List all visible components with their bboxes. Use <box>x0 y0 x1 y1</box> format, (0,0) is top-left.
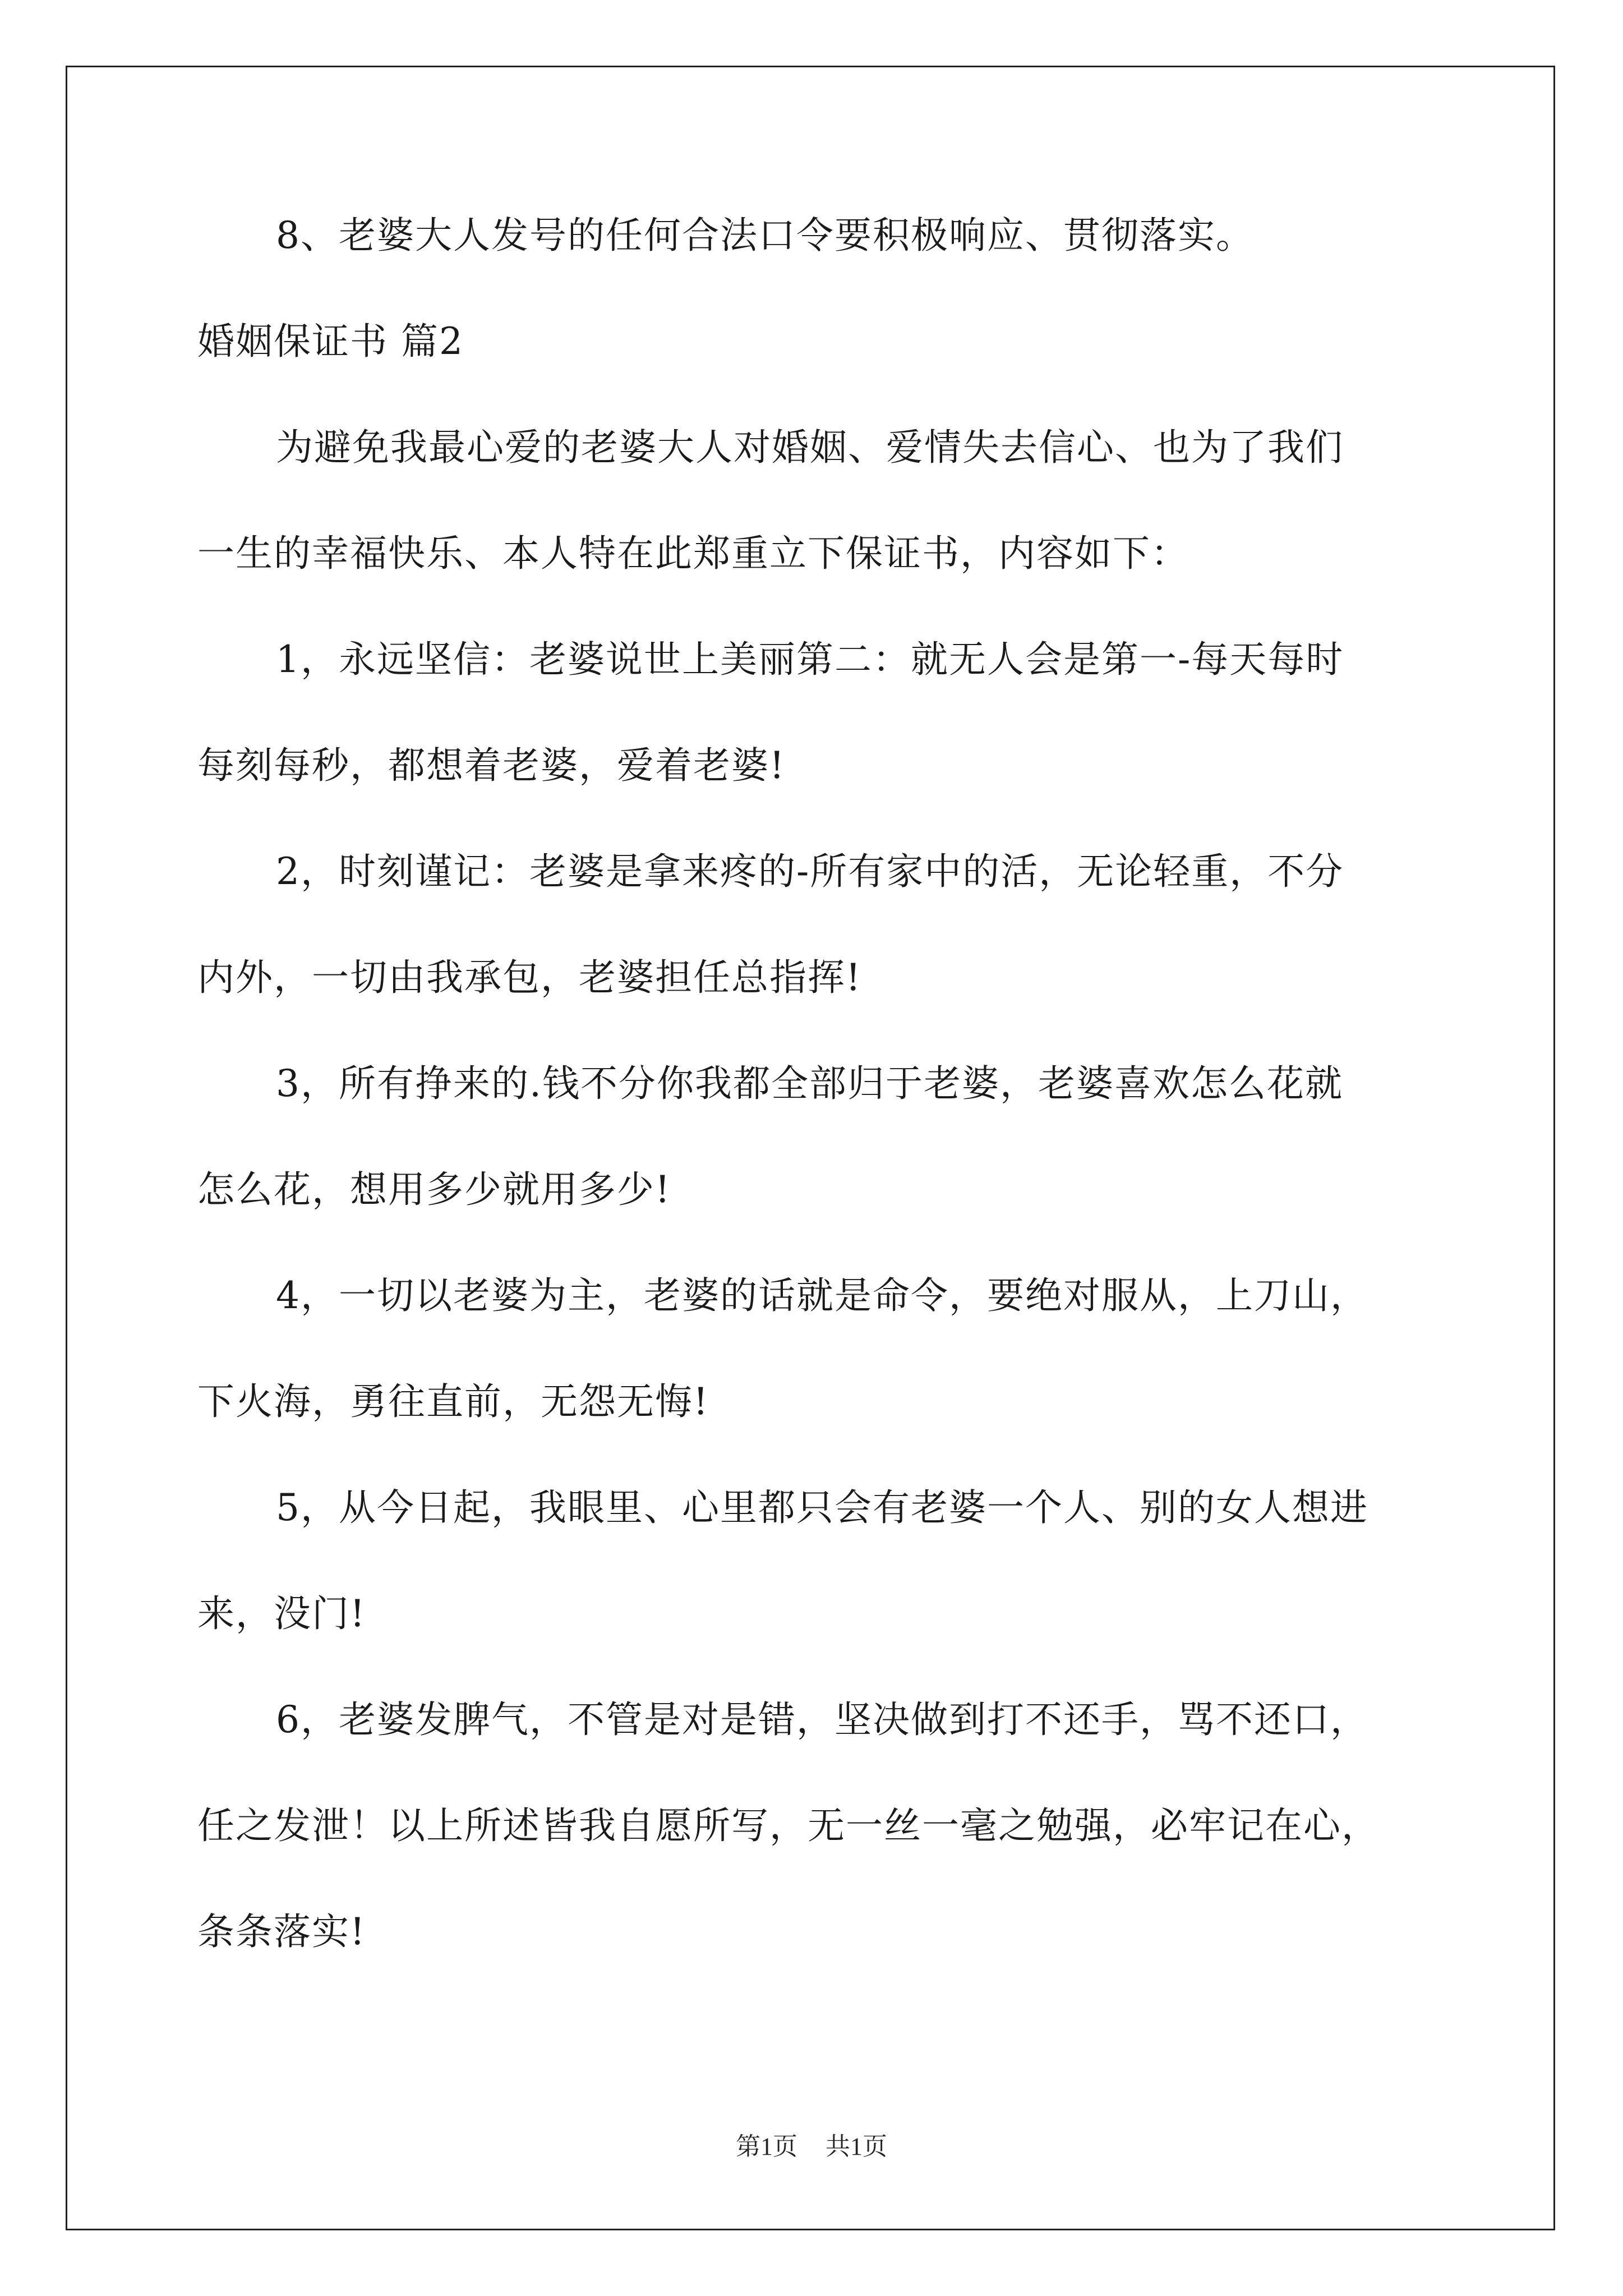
section-title: 婚姻保证书 篇2 <box>197 320 464 363</box>
paragraph-line: 1，永远坚信：老婆说世上美丽第二：就无人会是第一-每天每时 <box>276 638 1344 681</box>
paragraph-line: 5，从今日起，我眼里、心里都只会有老婆一个人、别的女人想进 <box>276 1486 1368 1529</box>
page-number: 第1页 <box>736 2133 797 2160</box>
paragraph-line: 任之发泄！以上所述皆我自愿所写，无一丝一毫之勉强，必牢记在心， <box>197 1804 1380 1847</box>
paragraph-line: 3，所有挣来的.钱不分你我都全部归于老婆，老婆喜欢怎么花就 <box>276 1062 1343 1105</box>
paragraph-line: 为避免我最心爱的老婆大人对婚姻、爱情失去信心、也为了我们 <box>276 426 1344 469</box>
paragraph-line: 4，一切以老婆为主，老婆的话就是命令，要绝对服从，上刀山， <box>276 1274 1368 1317</box>
paragraph-line: 6，老婆发脾气，不管是对是错，坚决做到打不还手，骂不还口， <box>276 1698 1368 1741</box>
paragraph-line: 内外，一切由我承包，老婆担任总指挥! <box>197 956 862 999</box>
paragraph-line: 怎么花，想用多少就用多少! <box>197 1168 671 1211</box>
page-footer <box>0 2126 1623 2162</box>
page-total: 共1页 <box>826 2133 887 2160</box>
paragraph-line: 每刻每秒，都想着老婆，爱着老婆! <box>197 744 786 787</box>
paragraph-line: 条条落实! <box>197 1910 366 1953</box>
paragraph-line: 下火海，勇往直前，无怨无悔! <box>197 1380 709 1423</box>
paragraph-line: 8、老婆大人发号的任何合法口令要积极响应、贯彻落实。 <box>276 214 1254 257</box>
paragraph-line: 来，没门! <box>197 1592 366 1635</box>
paragraph-line: 2，时刻谨记：老婆是拿来疼的-所有家中的活，无论轻重，不分 <box>276 850 1344 893</box>
paragraph-line: 一生的幸福快乐、本人特在此郑重立下保证书，内容如下： <box>197 532 1189 575</box>
